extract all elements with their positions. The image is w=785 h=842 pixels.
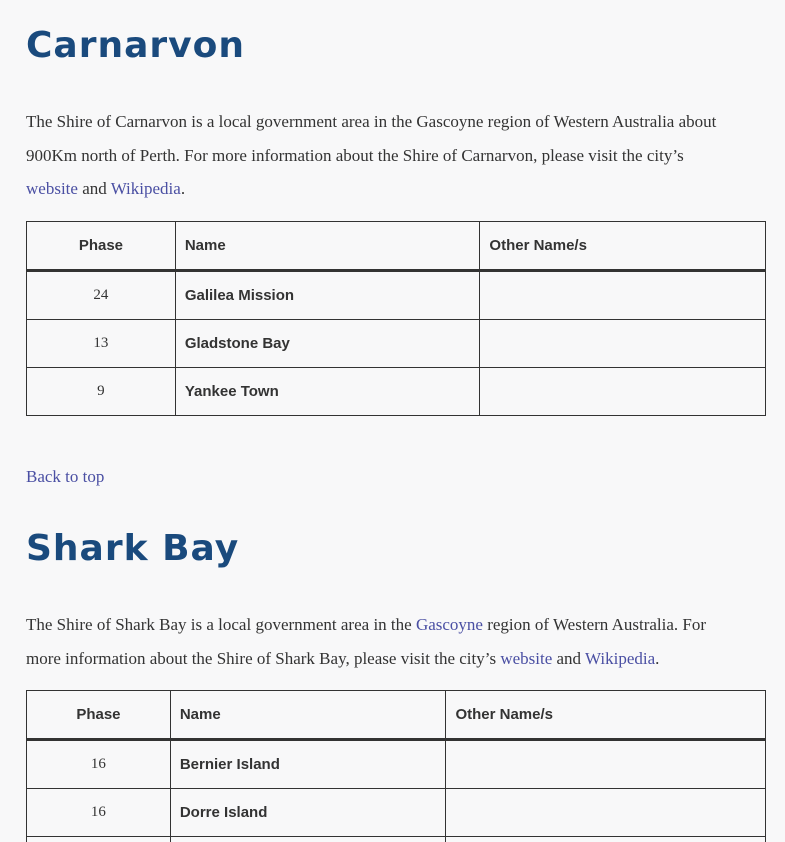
wikipedia-link[interactable]: Wikipedia [110,179,181,198]
section-heading: Carnarvon [26,25,245,66]
intro-text: more information about the Shire of Shark Bay, please visit the city’s [26,648,501,668]
header-name: Name [175,222,480,271]
cell-name [170,837,446,842]
section-shark-bay [26,527,766,675]
intro-text: and [552,648,586,668]
cell-other-names [480,320,766,368]
intro-text: . [655,648,660,668]
website-link[interactable]: website [500,648,553,668]
cell-other-names [446,789,766,837]
cell-name: Gladstone Bay [175,320,480,368]
table-row [27,740,766,789]
section-intro [26,608,766,675]
header-other-names: Other Name/s [480,222,766,271]
cell-phase [27,837,171,842]
places-table [26,690,766,842]
intro-text: and [77,179,111,198]
table-row [27,789,766,837]
cell-name: Bernier Island [170,740,446,789]
intro-line: 900Km north of Perth. For more information about the Shire of Carnarvon, please visit the city’s [26,145,684,165]
cell-other-names [446,740,766,789]
cell-phase: 16 [27,740,171,789]
section-intro [26,105,766,206]
cell-phase: 24 [27,271,176,320]
table-shark-bay-wrapper [26,690,766,842]
cell-name: Dorre Island [170,789,446,837]
cell-name: Yankee Town [175,368,480,416]
section-heading: Shark Bay [26,528,240,569]
section-carnarvon [26,24,766,206]
cell-phase: 16 [27,789,171,837]
cell-name: Galilea Mission [175,271,480,320]
table-carnarvon-wrapper [26,221,766,416]
back-to-top-link[interactable]: Back to top [26,467,105,486]
table-row [27,837,766,842]
header-phase: Phase [27,691,171,740]
cell-other-names [480,271,766,320]
intro-text: region of Western Australia. For [482,615,707,634]
header-name: Name [170,691,446,740]
table-header-row [27,222,766,271]
table-row [27,368,766,416]
cell-other-names [480,368,766,416]
table-row [27,271,766,320]
cell-phase: 13 [27,320,176,368]
gascoyne-link[interactable]: Gascoyne [415,615,483,634]
header-other-names: Other Name/s [446,691,766,740]
header-phase: Phase [27,222,176,271]
intro-text: The Shire of Shark Bay is a local government area in the [26,615,416,634]
website-link[interactable]: website [26,179,78,198]
table-header-row [27,691,766,740]
cell-other-names [446,837,766,842]
table-row [27,320,766,368]
intro-line: The Shire of Carnarvon is a local government area in the Gascoyne region of Western Australia about [26,112,717,131]
places-table [26,221,766,416]
cell-phase: 9 [27,368,176,416]
wikipedia-link[interactable]: Wikipedia [585,648,656,668]
intro-text: . [180,179,186,198]
